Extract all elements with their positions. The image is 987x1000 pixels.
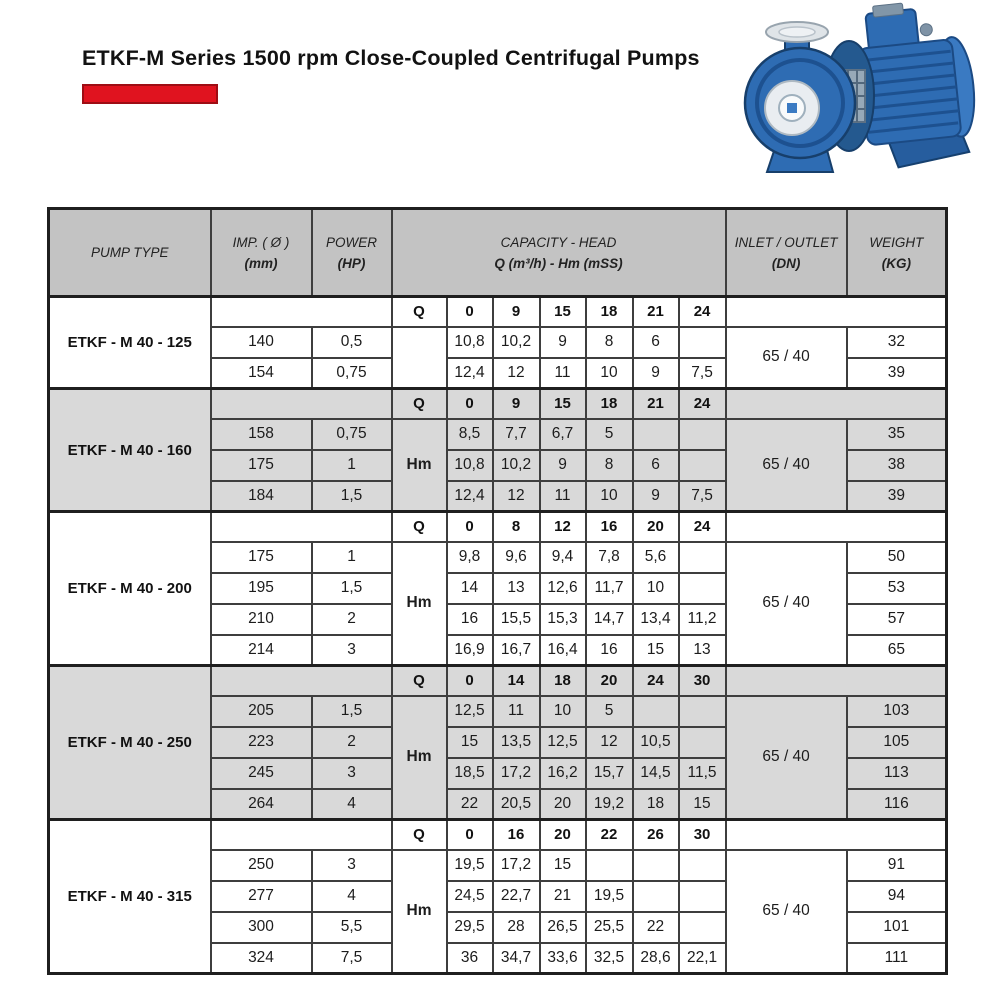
power-cell: 0,5: [312, 327, 392, 358]
inlet-outlet-cell: 65 / 40: [726, 419, 847, 512]
head-value-cell: 12,5: [540, 727, 586, 758]
weight-cell: 38: [847, 450, 947, 481]
weight-cell: 111: [847, 943, 947, 974]
head-value-cell: 9,8: [447, 542, 493, 573]
q-value-cell: 30: [679, 666, 726, 696]
head-value-cell: [679, 573, 726, 604]
head-value-cell: 22,1: [679, 943, 726, 974]
head-value-cell: 10: [633, 573, 679, 604]
flow-rate-header-row: [49, 666, 947, 696]
head-value-cell: 13,5: [493, 727, 540, 758]
page-title: ETKF-M Series 1500 rpm Close-Coupled Centrifugal Pumps: [82, 46, 700, 70]
inlet-weight-spacer-cell: [726, 297, 947, 327]
table-header-row: [49, 209, 947, 297]
head-value-cell: 12: [493, 358, 540, 389]
q-value-cell: 0: [447, 512, 493, 542]
weight-cell: 91: [847, 850, 947, 881]
weight-cell: 39: [847, 481, 947, 512]
head-value-cell: 5: [586, 419, 633, 450]
impeller-diameter-cell: 245: [211, 758, 312, 789]
head-value-cell: 22: [633, 912, 679, 943]
impeller-diameter-cell: 175: [211, 542, 312, 573]
q-value-cell: 20: [540, 820, 586, 850]
q-label-cell: Q: [392, 389, 447, 419]
head-value-cell: 15: [633, 635, 679, 666]
head-value-cell: 28,6: [633, 943, 679, 974]
q-value-cell: 20: [633, 512, 679, 542]
head-value-cell: 9,4: [540, 542, 586, 573]
head-value-cell: 12: [586, 727, 633, 758]
header-pump-type: PUMP TYPE: [49, 209, 211, 297]
head-value-cell: 8,5: [447, 419, 493, 450]
q-value-cell: 15: [540, 297, 586, 327]
impeller-diameter-cell: 324: [211, 943, 312, 974]
head-value-cell: 18: [633, 789, 679, 820]
hm-label-cell: Hm: [392, 419, 447, 512]
q-value-cell: 14: [493, 666, 540, 696]
weight-cell: 105: [847, 727, 947, 758]
head-value-cell: 10,5: [633, 727, 679, 758]
q-value-cell: 26: [633, 820, 679, 850]
hm-label-cell: Hm: [392, 696, 447, 820]
head-value-cell: [679, 419, 726, 450]
head-value-cell: 21: [540, 881, 586, 912]
impeller-diameter-cell: 214: [211, 635, 312, 666]
head-value-cell: 7,5: [679, 358, 726, 389]
head-value-cell: 9: [540, 327, 586, 358]
weight-cell: 50: [847, 542, 947, 573]
head-value-cell: 10,2: [493, 327, 540, 358]
head-value-cell: 6: [633, 450, 679, 481]
q-value-cell: 0: [447, 820, 493, 850]
head-value-cell: 25,5: [586, 912, 633, 943]
head-value-cell: 29,5: [447, 912, 493, 943]
power-cell: 1,5: [312, 481, 392, 512]
power-cell: 2: [312, 727, 392, 758]
head-value-cell: 10,2: [493, 450, 540, 481]
power-cell: 7,5: [312, 943, 392, 974]
q-value-cell: 20: [586, 666, 633, 696]
impeller-diameter-cell: 140: [211, 327, 312, 358]
head-value-cell: 10: [540, 696, 586, 727]
head-value-cell: 7,5: [679, 481, 726, 512]
impeller-diameter-cell: 184: [211, 481, 312, 512]
impeller-diameter-cell: 158: [211, 419, 312, 450]
head-value-cell: 6,7: [540, 419, 586, 450]
imp-power-spacer-cell: [211, 297, 392, 327]
head-value-cell: 32,5: [586, 943, 633, 974]
head-value-cell: 10,8: [447, 327, 493, 358]
header-weight: WEIGHT (KG): [847, 209, 947, 297]
head-value-cell: 6: [633, 327, 679, 358]
head-value-cell: 26,5: [540, 912, 586, 943]
head-value-cell: [633, 850, 679, 881]
head-value-cell: 9,6: [493, 542, 540, 573]
weight-cell: 94: [847, 881, 947, 912]
flow-rate-header-row: [49, 512, 947, 542]
head-value-cell: 34,7: [493, 943, 540, 974]
inlet-weight-spacer-cell: [726, 666, 947, 696]
q-value-cell: 9: [493, 297, 540, 327]
pump-type-cell: ETKF - M 40 - 125: [49, 297, 211, 389]
head-value-cell: 5: [586, 696, 633, 727]
head-value-cell: 22,7: [493, 881, 540, 912]
head-value-cell: 11,5: [679, 758, 726, 789]
inlet-weight-spacer-cell: [726, 820, 947, 850]
weight-cell: 57: [847, 604, 947, 635]
imp-power-spacer-cell: [211, 389, 392, 419]
head-value-cell: 14,5: [633, 758, 679, 789]
head-value-cell: 19,5: [447, 850, 493, 881]
weight-cell: 35: [847, 419, 947, 450]
head-value-cell: 20,5: [493, 789, 540, 820]
head-value-cell: 16,7: [493, 635, 540, 666]
power-cell: 1: [312, 542, 392, 573]
impeller-diameter-cell: 300: [211, 912, 312, 943]
weight-cell: 103: [847, 696, 947, 727]
head-value-cell: 11: [493, 696, 540, 727]
head-value-cell: 19,5: [586, 881, 633, 912]
q-value-cell: 24: [679, 389, 726, 419]
imp-power-spacer-cell: [211, 666, 392, 696]
q-value-cell: 24: [679, 512, 726, 542]
head-value-cell: [679, 727, 726, 758]
q-value-cell: 30: [679, 820, 726, 850]
impeller-diameter-cell: 223: [211, 727, 312, 758]
head-value-cell: 9: [633, 481, 679, 512]
head-value-cell: 17,2: [493, 758, 540, 789]
q-label-cell: Q: [392, 666, 447, 696]
inlet-weight-spacer-cell: [726, 512, 947, 542]
head-value-cell: 7,8: [586, 542, 633, 573]
header-capacity-head: CAPACITY - HEAD Q (m³/h) - Hm (mSS): [392, 209, 726, 297]
flow-rate-header-row: [49, 297, 947, 327]
inlet-weight-spacer-cell: [726, 389, 947, 419]
power-cell: 1,5: [312, 573, 392, 604]
q-label-cell: Q: [392, 512, 447, 542]
weight-cell: 53: [847, 573, 947, 604]
power-cell: 5,5: [312, 912, 392, 943]
pump-type-cell: ETKF - M 40 - 315: [49, 820, 211, 974]
imp-power-spacer-cell: [211, 512, 392, 542]
head-value-cell: 28: [493, 912, 540, 943]
hm-label-cell: Hm: [392, 542, 447, 666]
power-cell: 3: [312, 850, 392, 881]
q-value-cell: 24: [679, 297, 726, 327]
head-value-cell: [679, 696, 726, 727]
inlet-outlet-cell: 65 / 40: [726, 327, 847, 389]
head-value-cell: 15: [540, 850, 586, 881]
power-cell: 3: [312, 758, 392, 789]
head-value-cell: 8: [586, 327, 633, 358]
head-value-cell: 7,7: [493, 419, 540, 450]
q-label-cell: Q: [392, 820, 447, 850]
head-value-cell: 11: [540, 358, 586, 389]
pump-type-cell: ETKF - M 40 - 160: [49, 389, 211, 512]
hm-label-cell: Hm: [392, 850, 447, 974]
weight-cell: 39: [847, 358, 947, 389]
head-value-cell: 24,5: [447, 881, 493, 912]
head-value-cell: 12: [493, 481, 540, 512]
head-value-cell: [586, 850, 633, 881]
weight-cell: 113: [847, 758, 947, 789]
head-value-cell: 36: [447, 943, 493, 974]
head-value-cell: 13: [493, 573, 540, 604]
impeller-diameter-cell: 195: [211, 573, 312, 604]
head-value-cell: 19,2: [586, 789, 633, 820]
flow-rate-header-row: [49, 389, 947, 419]
head-value-cell: 15: [447, 727, 493, 758]
head-value-cell: [633, 881, 679, 912]
head-value-cell: 16,9: [447, 635, 493, 666]
q-value-cell: 0: [447, 389, 493, 419]
power-cell: 4: [312, 789, 392, 820]
head-value-cell: 16,4: [540, 635, 586, 666]
impeller-diameter-cell: 277: [211, 881, 312, 912]
inlet-outlet-cell: 65 / 40: [726, 850, 847, 974]
q-value-cell: 9: [493, 389, 540, 419]
power-cell: 3: [312, 635, 392, 666]
head-value-cell: [679, 850, 726, 881]
power-cell: 2: [312, 604, 392, 635]
weight-cell: 32: [847, 327, 947, 358]
head-value-cell: [679, 450, 726, 481]
q-value-cell: 18: [586, 297, 633, 327]
head-value-cell: 8: [586, 450, 633, 481]
head-value-cell: 10,8: [447, 450, 493, 481]
head-value-cell: 13,4: [633, 604, 679, 635]
q-value-cell: 22: [586, 820, 633, 850]
brand-accent-bar: [82, 84, 218, 104]
q-value-cell: 18: [586, 389, 633, 419]
head-value-cell: 13: [679, 635, 726, 666]
q-value-cell: 24: [633, 666, 679, 696]
head-value-cell: 11,7: [586, 573, 633, 604]
imp-power-spacer-cell: [211, 820, 392, 850]
head-value-cell: 10: [586, 481, 633, 512]
head-value-cell: 16: [447, 604, 493, 635]
impeller-diameter-cell: 175: [211, 450, 312, 481]
head-value-cell: [679, 881, 726, 912]
power-cell: 4: [312, 881, 392, 912]
hm-label-cell: [392, 327, 447, 389]
head-value-cell: 11: [540, 481, 586, 512]
head-value-cell: 16: [586, 635, 633, 666]
q-value-cell: 15: [540, 389, 586, 419]
q-value-cell: 21: [633, 297, 679, 327]
impeller-diameter-cell: 210: [211, 604, 312, 635]
head-value-cell: 11,2: [679, 604, 726, 635]
header-power: POWER (HP): [312, 209, 392, 297]
impeller-diameter-cell: 205: [211, 696, 312, 727]
power-cell: 1: [312, 450, 392, 481]
pump-type-cell: ETKF - M 40 - 200: [49, 512, 211, 666]
head-value-cell: 15,3: [540, 604, 586, 635]
weight-cell: 116: [847, 789, 947, 820]
q-value-cell: 18: [540, 666, 586, 696]
inlet-outlet-cell: 65 / 40: [726, 542, 847, 666]
head-value-cell: 10: [586, 358, 633, 389]
head-value-cell: 12,6: [540, 573, 586, 604]
weight-cell: 65: [847, 635, 947, 666]
centrifugal-pump-image: [733, 0, 985, 178]
head-value-cell: 17,2: [493, 850, 540, 881]
power-cell: 0,75: [312, 419, 392, 450]
impeller-diameter-cell: 154: [211, 358, 312, 389]
head-value-cell: 22: [447, 789, 493, 820]
q-value-cell: 0: [447, 297, 493, 327]
q-value-cell: 12: [540, 512, 586, 542]
head-value-cell: 14,7: [586, 604, 633, 635]
power-cell: 0,75: [312, 358, 392, 389]
head-value-cell: 16,2: [540, 758, 586, 789]
head-value-cell: [679, 542, 726, 573]
impeller-diameter-cell: 264: [211, 789, 312, 820]
inlet-outlet-cell: 65 / 40: [726, 696, 847, 820]
q-value-cell: 16: [586, 512, 633, 542]
header-inlet-outlet: INLET / OUTLET (DN): [726, 209, 847, 297]
head-value-cell: 20: [540, 789, 586, 820]
flow-rate-header-row: [49, 820, 947, 850]
pump-type-cell: ETKF - M 40 - 250: [49, 666, 211, 820]
head-value-cell: 12,4: [447, 481, 493, 512]
power-cell: 1,5: [312, 696, 392, 727]
q-label-cell: Q: [392, 297, 447, 327]
head-value-cell: 12,5: [447, 696, 493, 727]
head-value-cell: [633, 419, 679, 450]
header-impeller: IMP. ( Ø ) (mm): [211, 209, 312, 297]
weight-cell: 101: [847, 912, 947, 943]
head-value-cell: 5,6: [633, 542, 679, 573]
head-value-cell: 9: [540, 450, 586, 481]
head-value-cell: 9: [633, 358, 679, 389]
head-value-cell: 33,6: [540, 943, 586, 974]
head-value-cell: [633, 696, 679, 727]
q-value-cell: 21: [633, 389, 679, 419]
q-value-cell: 8: [493, 512, 540, 542]
pump-spec-table: [47, 207, 948, 975]
head-value-cell: 18,5: [447, 758, 493, 789]
head-value-cell: [679, 912, 726, 943]
head-value-cell: 12,4: [447, 358, 493, 389]
head-value-cell: [679, 327, 726, 358]
head-value-cell: 15,7: [586, 758, 633, 789]
head-value-cell: 15,5: [493, 604, 540, 635]
q-value-cell: 16: [493, 820, 540, 850]
impeller-diameter-cell: 250: [211, 850, 312, 881]
head-value-cell: 15: [679, 789, 726, 820]
head-value-cell: 14: [447, 573, 493, 604]
q-value-cell: 0: [447, 666, 493, 696]
